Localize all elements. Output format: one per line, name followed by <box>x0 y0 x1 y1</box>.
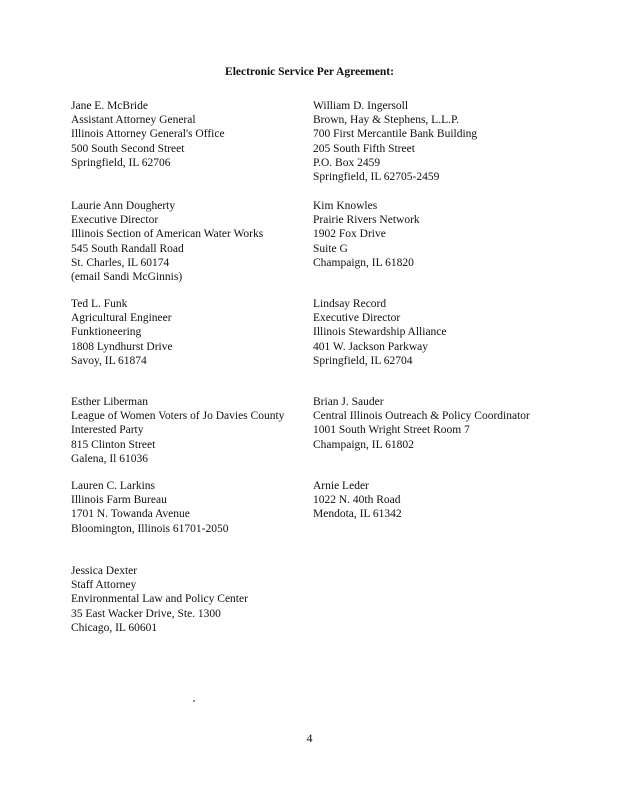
contact-city: Springfield, IL 62705-2459 <box>313 171 440 184</box>
contact-title: Executive Director <box>313 312 401 325</box>
contact-block-ingersoll <box>313 99 477 184</box>
contact-street: 205 South Fifth Street <box>313 142 415 155</box>
contact-name: Laurie Ann Dougherty <box>71 200 176 212</box>
contact-block-dougherty <box>71 199 263 284</box>
contact-note: (email Sandi McGinnis) <box>71 271 183 284</box>
contact-block-record <box>313 297 447 368</box>
contact-block-knowles <box>313 199 420 270</box>
contact-organization: League of Women Voters of Jo Davies County <box>71 410 285 423</box>
contact-city: Champaign, IL 61820 <box>313 256 414 269</box>
contact-block-sauder <box>313 395 530 452</box>
contact-street: 1022 N. 40th Road <box>313 494 401 507</box>
contact-title: Assistant Attorney General <box>71 114 196 127</box>
contact-street: 500 South Second Street <box>71 142 185 155</box>
contact-name: Kim Knowles <box>313 200 378 212</box>
contact-street: 35 East Wacker Drive, Ste. 1300 <box>71 607 221 620</box>
contact-organization: Illinois Attorney General's Office <box>71 128 225 141</box>
contact-name: Lauren C. Larkins <box>71 480 155 492</box>
contact-suite: Suite G <box>313 242 348 255</box>
contact-organization: Illinois Stewardship Alliance <box>313 326 447 339</box>
contact-name: Jessica Dexter <box>71 565 138 577</box>
contact-street: 1701 N. Towanda Avenue <box>71 508 190 521</box>
contact-name: Lindsay Record <box>313 298 387 310</box>
contact-city: Galena, Il 61036 <box>71 452 148 465</box>
contact-organization: Environmental Law and Policy Center <box>71 593 248 606</box>
contact-organization: Prairie Rivers Network <box>313 214 420 227</box>
contact-city: Champaign, IL 61802 <box>313 438 414 451</box>
contact-block-funk <box>71 297 173 368</box>
contact-block-leder <box>313 479 402 522</box>
contact-po-box: P.O. Box 2459 <box>313 156 381 169</box>
contact-street: 401 W. Jackson Parkway <box>313 340 428 353</box>
contact-street: 1808 Lyndhurst Drive <box>71 340 173 353</box>
contact-organization: Illinois Section of American Water Works <box>71 228 264 241</box>
contact-name: Brian J. Sauder <box>313 396 384 408</box>
page-number: 4 <box>306 731 313 745</box>
contact-title: Central Illinois Outreach & Policy Coordinator <box>313 410 530 423</box>
contact-city: St. Charles, IL 60174 <box>71 256 170 269</box>
contact-name: Ted L. Funk <box>71 298 128 310</box>
contact-name: Arnie Leder <box>313 480 369 492</box>
contact-city: Springfield, IL 62706 <box>71 156 171 169</box>
contact-name: Esther Liberman <box>71 396 148 408</box>
contact-block-liberman <box>71 395 284 466</box>
contact-city: Mendota, IL 61342 <box>313 508 402 521</box>
contact-title: Interested Party <box>71 424 144 437</box>
contact-organization: Funktioneering <box>71 326 142 339</box>
scan-speck <box>193 700 195 702</box>
contact-street: 1001 South Wright Street Room 7 <box>313 424 470 437</box>
contact-city: Chicago, IL 60601 <box>71 621 158 634</box>
contact-name: Jane E. McBride <box>71 100 148 112</box>
contact-title: Staff Attorney <box>71 579 137 592</box>
contact-title: Agricultural Engineer <box>71 312 172 325</box>
contact-city: Savoy, IL 61874 <box>71 354 147 367</box>
contact-organization: Illinois Farm Bureau <box>71 494 167 507</box>
contact-block-mcbride <box>71 99 225 170</box>
contact-block-larkins <box>71 479 229 536</box>
contact-city: Springfield, IL 62704 <box>313 354 413 367</box>
contact-street: 545 South Randall Road <box>71 242 184 255</box>
contact-organization: Brown, Hay & Stephens, L.L.P. <box>313 114 459 127</box>
contact-street: 815 Clinton Street <box>71 438 156 451</box>
contact-building: 700 First Mercantile Bank Building <box>313 128 478 141</box>
contact-title: Executive Director <box>71 214 159 227</box>
contact-city: Bloomington, Illinois 61701-2050 <box>71 522 229 535</box>
contact-block-dexter <box>71 564 248 635</box>
contact-street: 1902 Fox Drive <box>313 228 386 241</box>
contact-name: William D. Ingersoll <box>313 100 409 112</box>
page-title: Electronic Service Per Agreement: <box>225 66 394 78</box>
